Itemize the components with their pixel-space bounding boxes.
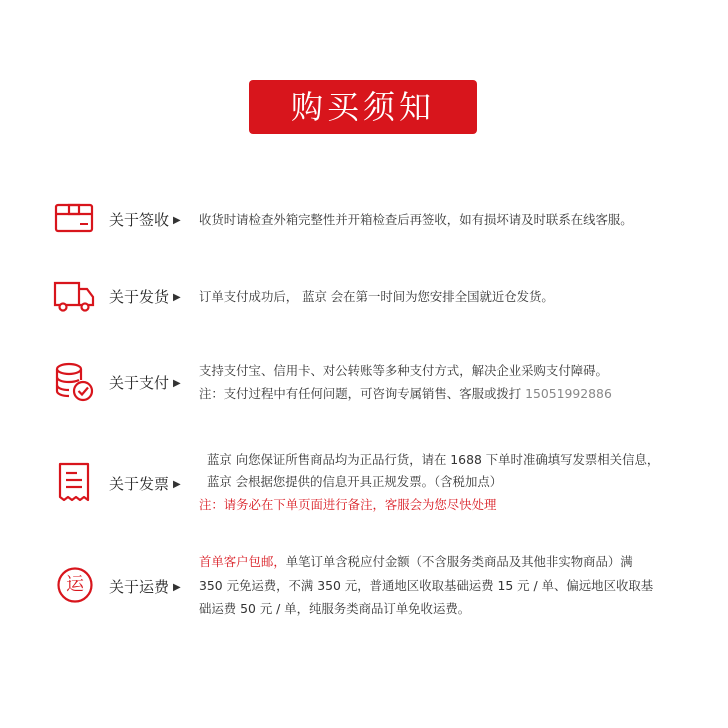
- shipping-text: 订单支付成功后， 蓝京 会在第一时间为您安排全国就近仓发货。: [199, 289, 554, 304]
- yun-character: 运: [66, 574, 84, 595]
- section-label-payment: 关于支付 ▶: [109, 374, 181, 392]
- section-label-invoice: 关于发票 ▶: [109, 475, 181, 493]
- arrow-icon: ▶: [173, 215, 181, 226]
- invoice-red-note: 注：请务必在下单页面进行备注，客服会为您尽快处理: [199, 497, 497, 512]
- freight-text-line2: 350 元免运费，不满 350 元，普通地区收取基础运费 15 元 / 单、偏远地区收取基: [199, 578, 654, 593]
- package-icon: [52, 196, 96, 240]
- freight-red-prefix: 首单客户包邮，: [199, 554, 286, 569]
- section-label-shipping: 关于发货 ▶: [109, 288, 181, 306]
- invoice-icon: [52, 460, 96, 504]
- arrow-icon: ▶: [173, 378, 181, 389]
- shipping-yun-icon: [56, 566, 94, 604]
- invoice-text-line1: 蓝京 向您保证所售商品均为正品行货，请在 1688 下单时准确填写发票相关信息，: [207, 452, 660, 467]
- section-label-receipt: 关于签收 ▶: [109, 211, 181, 229]
- arrow-icon: ▶: [173, 582, 181, 593]
- receipt-text: 收货时请检查外箱完整性并开箱检查后再签收，如有损坏请及时联系在线客服。: [199, 212, 633, 227]
- freight-text-line1: 首单客户包邮，单笔订单含税应付金额（不含服务类商品及其他非实物商品）满: [199, 554, 633, 569]
- phone-number: 15051992886: [525, 386, 612, 401]
- arrow-icon: ▶: [173, 292, 181, 303]
- invoice-text-line2: 蓝京 会根据您提供的信息开具正规发票。（含税加点）: [207, 474, 503, 489]
- page-title: 购买须知: [249, 80, 477, 134]
- payment-text: 支持支付宝、信用卡、对公转账等多种支付方式，解决企业采购支付障碍。: [199, 363, 608, 378]
- delivery-truck-icon: [52, 273, 96, 317]
- section-label-freight: 关于运费 ▶: [109, 578, 181, 596]
- freight-text-line3: 础运费 50 元 / 单，纯服务类商品订单免收运费。: [199, 601, 471, 616]
- arrow-icon: ▶: [173, 479, 181, 490]
- coins-check-icon: [52, 360, 96, 404]
- payment-note: 注：支付过程中有任何问题，可咨询专属销售、客服或拨打 15051992886: [199, 386, 612, 401]
